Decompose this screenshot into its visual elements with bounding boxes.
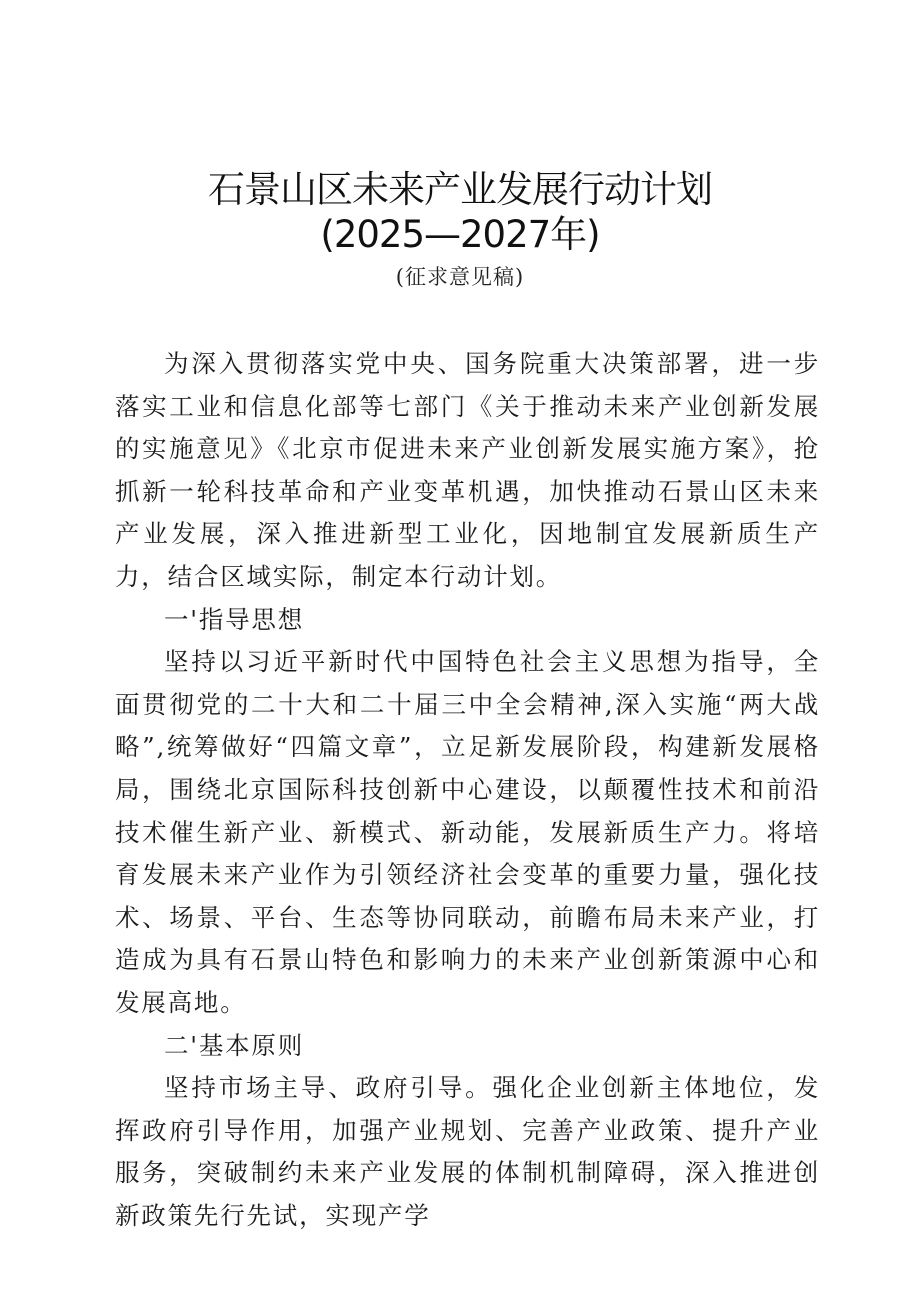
section1-paragraph: 坚持以习近平新时代中国特色社会主义思想为指导，全面贯彻党的二十大和二十届三中全会精神,深入实施“两大战略”,统筹做好“四篇文章”，立足新发展阶段，构建新发展格局，围绕北京国际科技创新中心建设，以颠覆性技术和前沿技术催生新产业、新模式、新动能，发展新质生产力。将培育发展未来产业作为引领经济社会变革的重要力量，强化技术、场景、平台、生态等协同联动，前瞻布局未来产业，打造成为具有石景山特色和影响力的未来产业创新策源中心和发展高地。: [115, 647, 820, 1017]
intro-paragraph: 为深入贯彻落实党中央、国务院重大决策部署，进一步落实工业和信息化部等七部门《关于推动未来产业创新发展的实施意见》《北京市促进未来产业创新发展实施方案》，抢抓新一轮科技革命和产业变革机遇，加快推动石景山区未来产业发展，深入推进新型工业化，因地制宜发展新质生产力，结合区域实际，制定本行动计划。: [115, 349, 820, 591]
section1-heading: 一'指导思想: [164, 604, 305, 634]
section2-paragraph: 坚持市场主导、政府引导。强化企业创新主体地位，发挥政府引导作用，加强产业规划、完善产业政策、提升产业服务，突破制约未来产业发展的体制机制障碍，深入推进创新政策先行先试，实现产学: [115, 1073, 820, 1230]
document-subtitle: (征求意见稿): [395, 265, 525, 289]
section2-heading: 二'基本原则: [164, 1030, 305, 1060]
document-title-line2: (2025—2027年): [320, 213, 600, 256]
document-title-line1: 石景山区未来产业发展行动计划: [208, 168, 712, 211]
document-body: [115, 343, 820, 1237]
